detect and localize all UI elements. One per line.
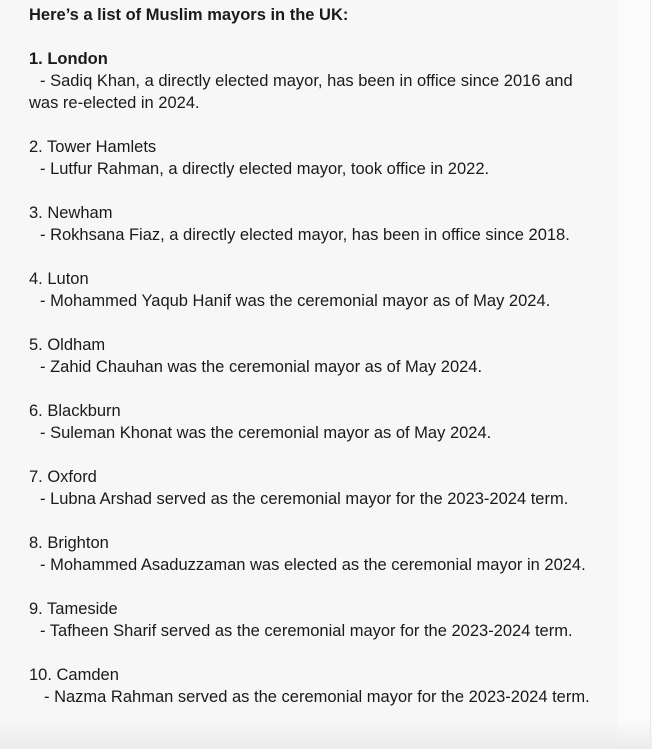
divider xyxy=(650,0,651,749)
item-description: - Sadiq Khan, a directly elected mayor, has been in office since 2016 and was re-elected in 2024. xyxy=(29,72,573,112)
mayor-list xyxy=(29,48,604,708)
item-heading: 9. Tameside xyxy=(29,600,118,618)
side-gutter xyxy=(617,0,650,749)
item-description: - Rokhsana Fiaz, a directly elected mayor, has been in office since 2018. xyxy=(40,226,570,244)
item-heading: 2. Tower Hamlets xyxy=(29,138,157,156)
item-heading: 7. Oxford xyxy=(29,468,97,486)
response-content xyxy=(29,4,604,730)
list-item xyxy=(29,466,604,510)
item-heading: 8. Brighton xyxy=(29,534,109,552)
item-description: - Lutfur Rahman, a directly elected mayor, took office in 2022. xyxy=(40,160,490,178)
item-description: - Suleman Khonat was the ceremonial mayor as of May 2024. xyxy=(40,424,492,442)
response-title: Here’s a list of Muslim mayors in the UK: xyxy=(29,6,349,24)
list-item xyxy=(29,334,604,378)
item-heading: 1. London xyxy=(29,50,108,68)
item-description: - Lubna Arshad served as the ceremonial mayor for the 2023-2024 term. xyxy=(40,490,569,508)
list-item xyxy=(29,202,604,246)
item-description: - Mohammed Yaqub Hanif was the ceremonial mayor as of May 2024. xyxy=(40,292,551,310)
item-heading: 6. Blackburn xyxy=(29,402,121,420)
item-description: - Tafheen Sharif served as the ceremonial mayor for the 2023-2024 term. xyxy=(40,622,573,640)
list-item xyxy=(29,48,604,114)
item-heading: 3. Newham xyxy=(29,204,113,222)
list-item xyxy=(29,664,604,708)
bottom-fade xyxy=(0,719,652,749)
item-description: - Nazma Rahman served as the ceremonial mayor for the 2023-2024 term. xyxy=(44,688,590,706)
list-item xyxy=(29,400,604,444)
item-description: - Mohammed Asaduzzaman was elected as the ceremonial mayor in 2024. xyxy=(40,556,586,574)
list-item xyxy=(29,268,604,312)
item-heading: 5. Oldham xyxy=(29,336,106,354)
item-heading: 10. Camden xyxy=(29,666,119,684)
list-item xyxy=(29,532,604,576)
list-item xyxy=(29,598,604,642)
list-item xyxy=(29,136,604,180)
item-heading: 4. Luton xyxy=(29,270,89,288)
item-description: - Zahid Chauhan was the ceremonial mayor as of May 2024. xyxy=(40,358,483,376)
